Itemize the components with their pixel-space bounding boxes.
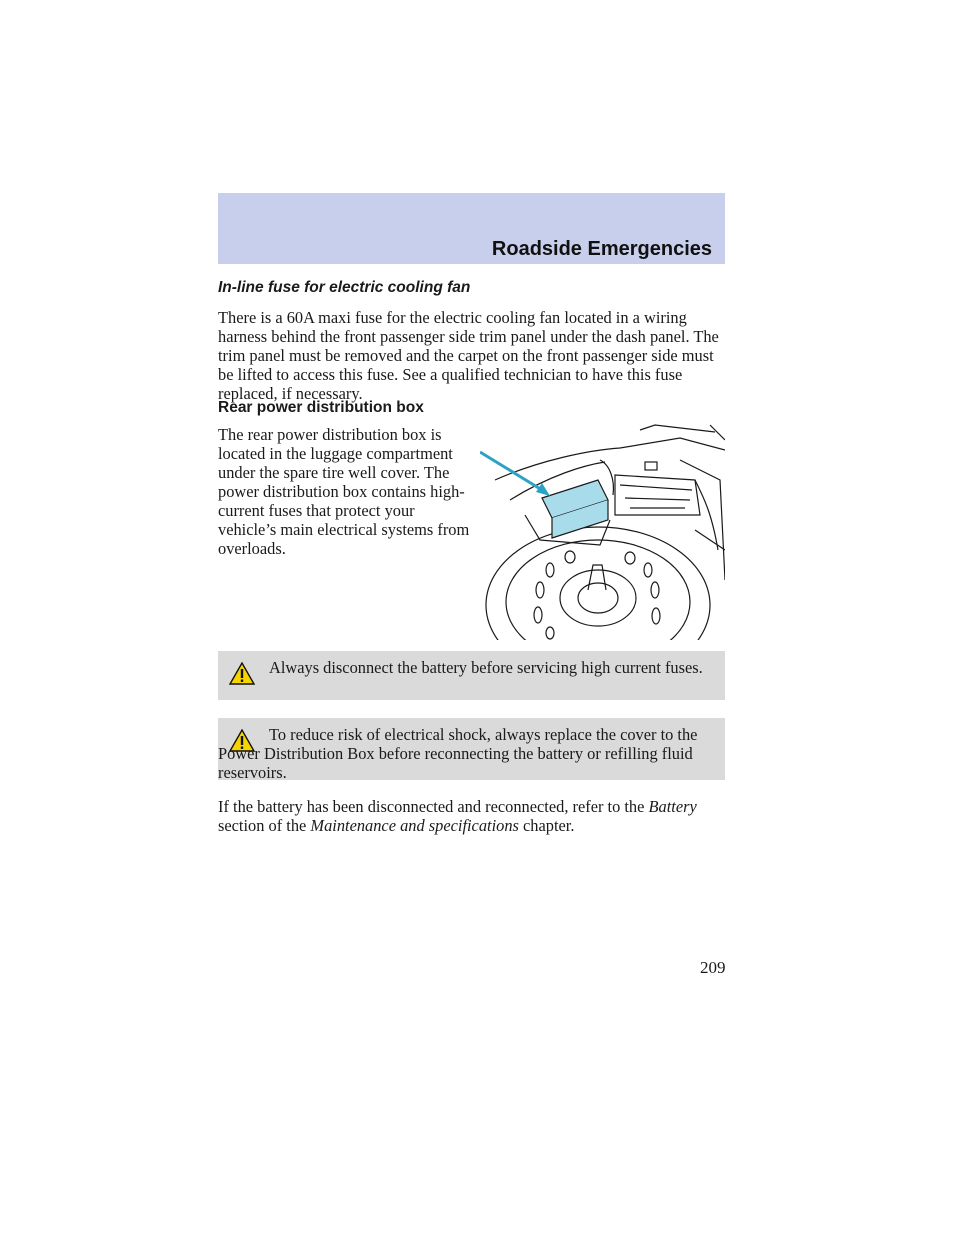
chapter-header	[218, 193, 725, 264]
warning-box	[218, 651, 725, 700]
reference-chapter-link: Maintenance and specifications	[310, 816, 519, 835]
reference-text: section of the	[218, 816, 307, 835]
battery-reference-paragraph	[218, 797, 728, 835]
paragraph-inline-fuse: There is a 60A maxi fuse for the electric cooling fan located in a wiring harness behind the front passenger side trim panel under the dash panel. The trim panel must be removed and the carpet on the front passenger side must be lifted to access this fuse. See a qualified technician to have this fuse replaced, if necessary.	[218, 308, 719, 403]
warning-box	[218, 718, 725, 780]
power-distribution-box-illustration	[480, 420, 725, 640]
reference-text: If the battery has been disconnected and reconnected, refer to the	[218, 797, 645, 816]
warning-text: To reduce risk of electrical shock, always replace the cover to the Power Distribution Box before reconnecting the battery or refilling fluid reservoirs.	[218, 725, 698, 782]
pointer-arrow-icon	[480, 452, 550, 496]
warning-triangle-icon	[229, 662, 255, 685]
chapter-title: Roadside Emergencies	[491, 238, 712, 260]
power-distribution-box-highlight	[542, 480, 608, 538]
heading-inline-fuse: In-line fuse for electric cooling fan	[218, 279, 471, 296]
page-number: 209	[700, 958, 726, 977]
reference-battery-link: Battery	[648, 797, 697, 816]
warning-text: Always disconnect the battery before servicing high current fuses.	[269, 658, 703, 677]
paragraph-rear-power-box: The rear power distribution box is located in the luggage compartment under the spare tire well cover. The power distribution box contains high-current fuses that protect your vehicle’s main electrical systems from overloads.	[218, 425, 470, 558]
heading-rear-power-box: Rear power distribution box	[218, 399, 424, 416]
reference-text: chapter.	[523, 816, 575, 835]
